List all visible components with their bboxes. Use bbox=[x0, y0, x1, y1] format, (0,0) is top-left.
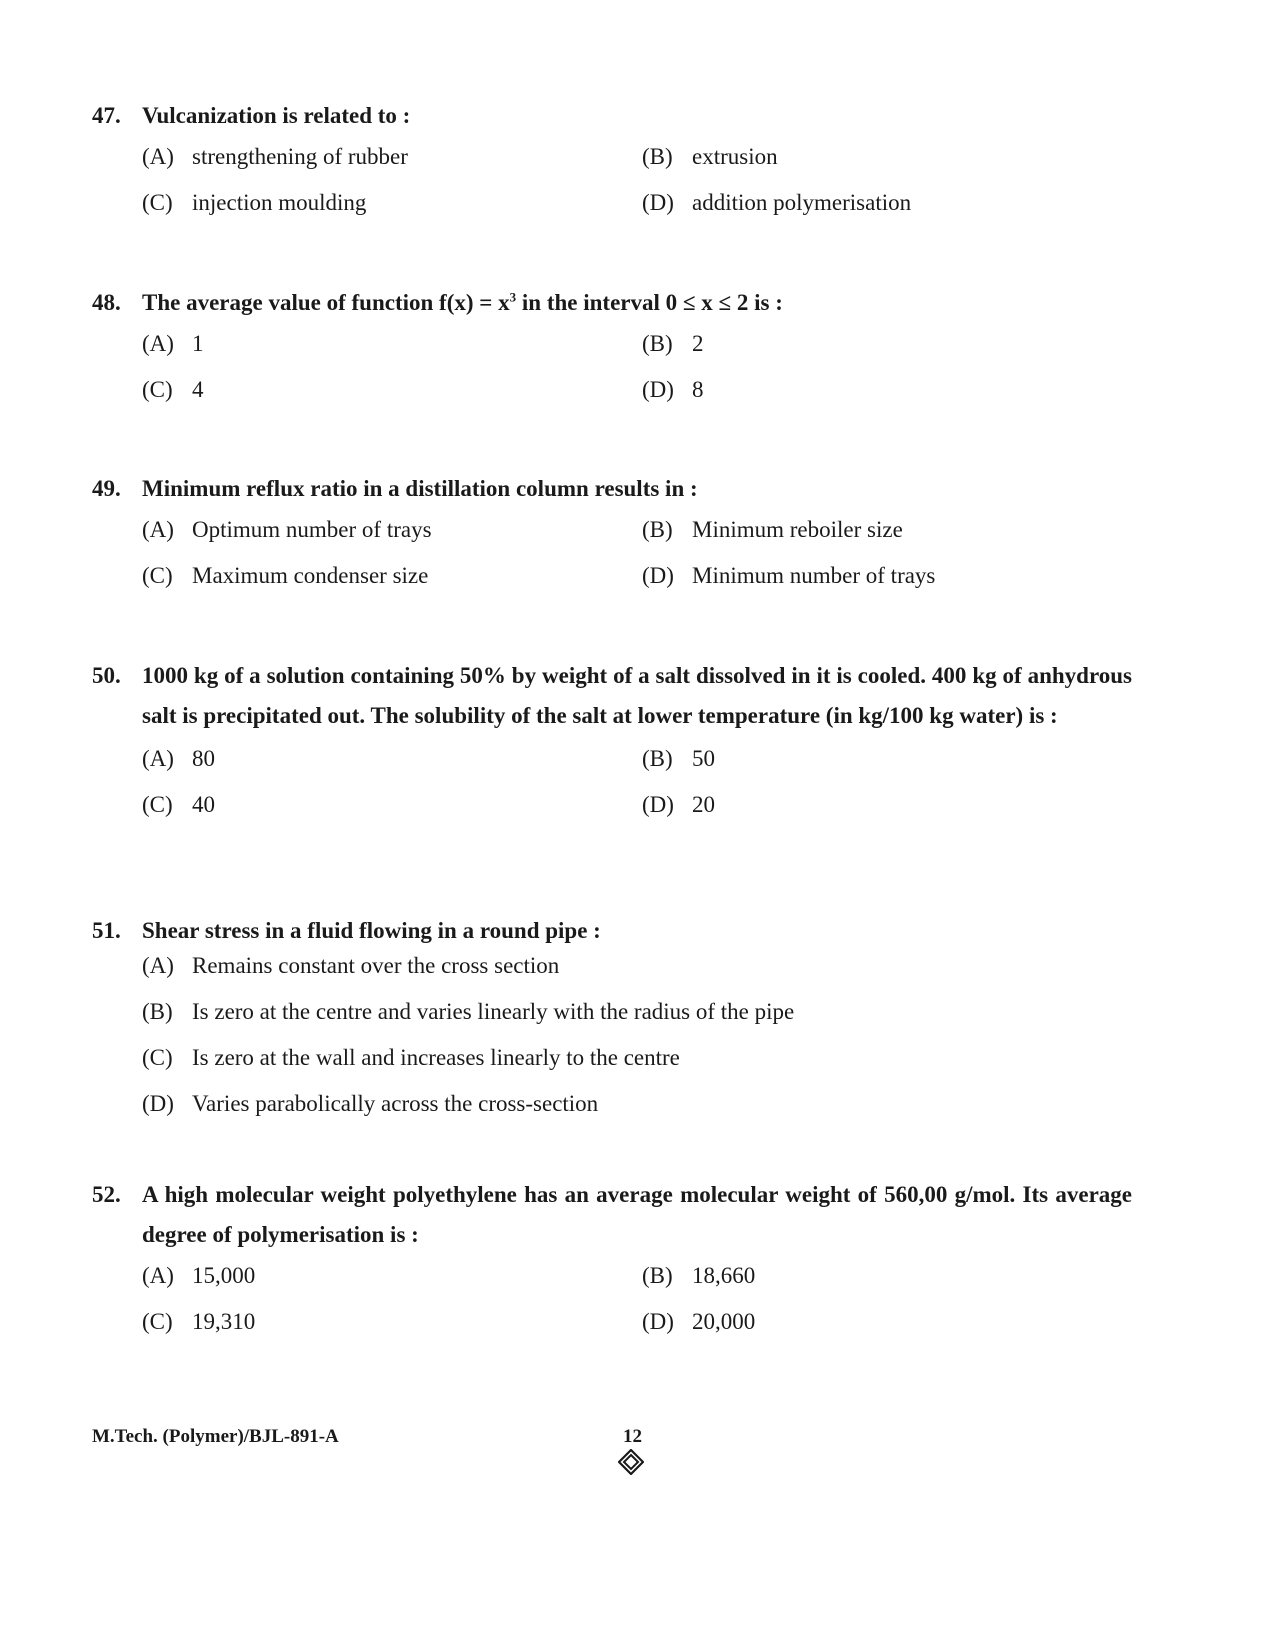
option-text: 20 bbox=[692, 792, 715, 817]
option-label: (D) bbox=[142, 1091, 174, 1116]
option-text: extrusion bbox=[692, 144, 778, 169]
option-text: 80 bbox=[192, 746, 215, 771]
option-b bbox=[642, 744, 715, 774]
option-text: 2 bbox=[692, 331, 704, 356]
option-label: (C) bbox=[142, 377, 173, 402]
question-48 bbox=[92, 283, 1132, 402]
option-text: addition polymerisation bbox=[692, 190, 912, 215]
option-text: injection moulding bbox=[192, 190, 367, 215]
option-label: (D) bbox=[642, 792, 674, 817]
option-b bbox=[642, 515, 903, 545]
question-49 bbox=[92, 469, 1132, 588]
option-d bbox=[642, 790, 715, 820]
option-d bbox=[142, 1089, 598, 1119]
question-47 bbox=[92, 96, 1132, 215]
question-text: 1000 kg of a solution containing 50% by weight of a salt dissolved in it is cooled. 400 kg of anhydrous salt is precipitated out. The solubility of the salt at lower temperature (in kg/100 kg water) is : bbox=[142, 663, 1132, 728]
question-50 bbox=[92, 656, 1132, 817]
option-label: (A) bbox=[142, 517, 174, 542]
option-b bbox=[142, 997, 794, 1027]
question-text: A high molecular weight polyethylene has an average molecular weight of 560,00 g/mol. Its average degree of polymerisation is : bbox=[142, 1182, 1132, 1247]
option-text: 15,000 bbox=[192, 1263, 256, 1288]
option-a bbox=[142, 744, 215, 774]
option-c bbox=[142, 1307, 255, 1337]
option-a bbox=[142, 951, 559, 981]
option-a bbox=[142, 329, 204, 359]
page-number: 12 bbox=[623, 1426, 642, 1447]
option-text: Is zero at the wall and increases linearly to the centre bbox=[192, 1045, 680, 1070]
option-text: Maximum condenser size bbox=[192, 563, 429, 588]
option-d bbox=[642, 561, 935, 591]
option-label: (D) bbox=[642, 377, 674, 402]
question-number: 47. bbox=[92, 103, 121, 128]
question-number: 50. bbox=[92, 663, 121, 688]
option-a bbox=[142, 1261, 255, 1291]
paper-code: M.Tech. (Polymer)/BJL-891-A bbox=[92, 1426, 339, 1447]
question-text: Vulcanization is related to : bbox=[142, 103, 411, 128]
question-text: The average value of function $f(x) = x^3$ in the interval 0 ≤ x ≤ 2 is : bbox=[142, 289, 783, 315]
option-label: (C) bbox=[142, 792, 173, 817]
option-label: (C) bbox=[142, 1309, 173, 1334]
option-label: (A) bbox=[142, 746, 174, 771]
option-label: (B) bbox=[642, 746, 673, 771]
option-b bbox=[642, 329, 704, 359]
option-c bbox=[142, 561, 428, 591]
option-d bbox=[642, 1307, 755, 1337]
option-c bbox=[142, 790, 215, 820]
option-label: (B) bbox=[642, 144, 673, 169]
diamond-icon bbox=[618, 1449, 644, 1475]
option-text: Varies parabolically across the cross-section bbox=[192, 1091, 599, 1116]
option-text: Is zero at the centre and varies linearly with the radius of the pipe bbox=[192, 999, 795, 1024]
option-label: (B) bbox=[642, 1263, 673, 1288]
option-label: (B) bbox=[142, 999, 173, 1024]
option-label: (D) bbox=[642, 1309, 674, 1334]
question-number: 48. bbox=[92, 290, 121, 315]
option-c bbox=[142, 375, 204, 405]
option-c bbox=[142, 1043, 680, 1073]
option-label: (A) bbox=[142, 331, 174, 356]
option-text: 19,310 bbox=[192, 1309, 256, 1334]
option-label: (D) bbox=[642, 190, 674, 215]
option-text: 40 bbox=[192, 792, 215, 817]
option-label: (C) bbox=[142, 190, 173, 215]
option-a bbox=[142, 142, 408, 172]
option-label: (C) bbox=[142, 1045, 173, 1070]
option-text: Remains constant over the cross section bbox=[192, 953, 560, 978]
question-text: Minimum reflux ratio in a distillation column results in : bbox=[142, 476, 698, 501]
option-text: 18,660 bbox=[692, 1263, 756, 1288]
option-label: (C) bbox=[142, 563, 173, 588]
question-51 bbox=[92, 911, 1132, 1116]
question-number: 49. bbox=[92, 476, 121, 501]
option-c bbox=[142, 188, 366, 218]
question-number: 51. bbox=[92, 918, 121, 943]
option-label: (B) bbox=[642, 331, 673, 356]
option-a bbox=[142, 515, 432, 545]
option-label: (A) bbox=[142, 144, 174, 169]
option-text: 20,000 bbox=[692, 1309, 756, 1334]
option-d bbox=[642, 375, 704, 405]
option-d bbox=[642, 188, 911, 218]
question-text: Shear stress in a fluid flowing in a round pipe : bbox=[142, 918, 601, 943]
option-b bbox=[642, 142, 778, 172]
question-52 bbox=[92, 1175, 1132, 1334]
option-label: (A) bbox=[142, 953, 174, 978]
option-text: Optimum number of trays bbox=[192, 517, 432, 542]
option-text: 8 bbox=[692, 377, 704, 402]
option-text: strengthening of rubber bbox=[192, 144, 408, 169]
option-label: (A) bbox=[142, 1263, 174, 1288]
option-label: (D) bbox=[642, 563, 674, 588]
option-text: Minimum number of trays bbox=[692, 563, 936, 588]
option-text: Minimum reboiler size bbox=[692, 517, 903, 542]
option-text: 1 bbox=[192, 331, 204, 356]
option-label: (B) bbox=[642, 517, 673, 542]
option-b bbox=[642, 1261, 755, 1291]
superscript: 3 bbox=[509, 289, 517, 305]
question-number: 52. bbox=[92, 1182, 121, 1207]
option-text: 50 bbox=[692, 746, 715, 771]
option-text: 4 bbox=[192, 377, 204, 402]
